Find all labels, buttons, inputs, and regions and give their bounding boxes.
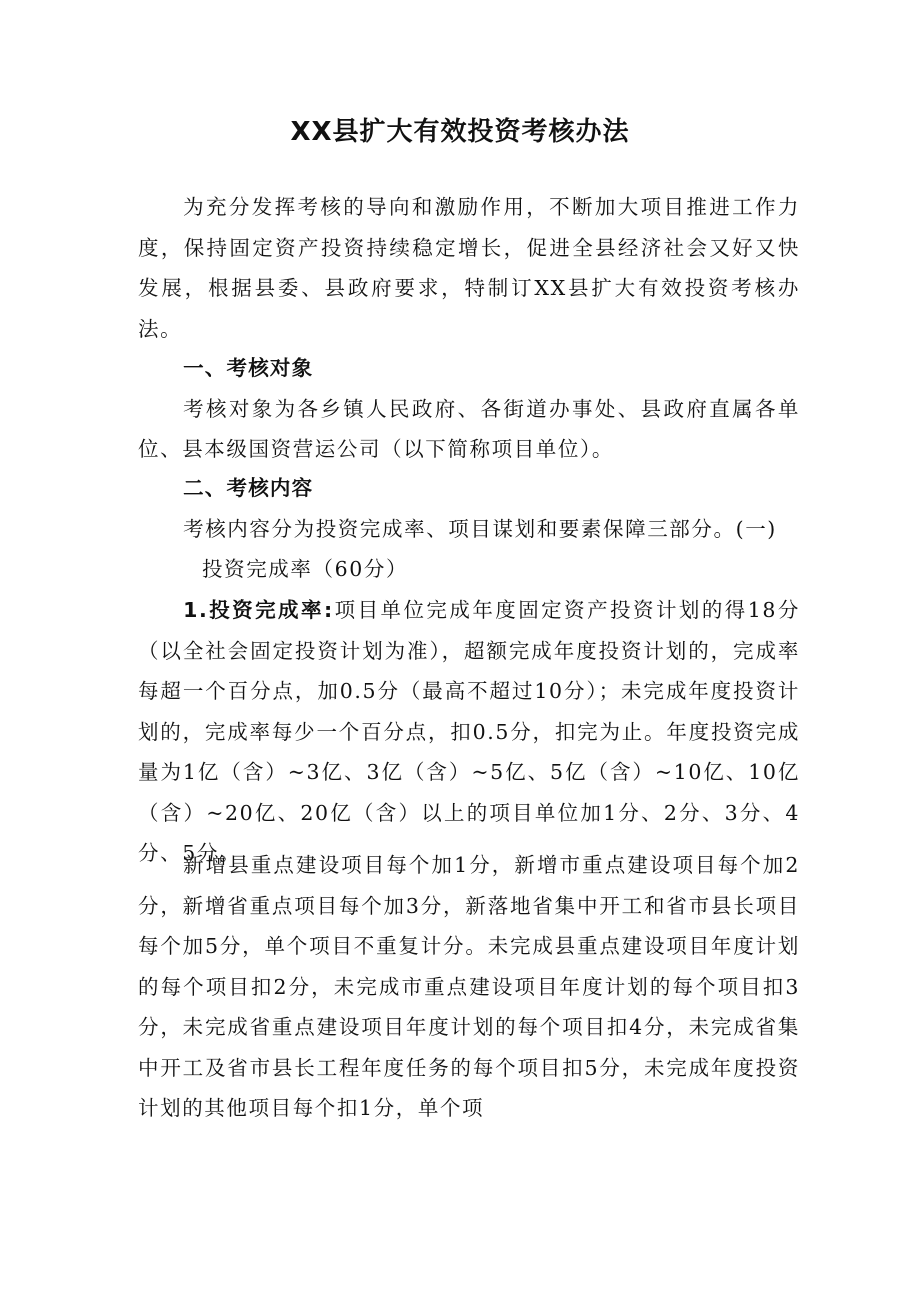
section-2-block [138, 468, 800, 590]
section-1-heading: 一、考核对象 [183, 356, 314, 380]
intro-paragraph: 为充分发挥考核的导向和激励作用，不断加大项目推进工作力度，保持固定资产投资持续稳定增长，促进全县经济社会又好又快发展，根据县委、县政府要求，特制订XX县扩大有效投资考核办法。 [138, 195, 800, 341]
document-title: XX县扩大有效投资考核办法 [290, 117, 630, 147]
item-1-label: 1.投资完成率: [183, 598, 334, 622]
item-1-paragraph [138, 590, 800, 874]
section-2-paragraph: 考核内容分为投资完成率、项目谋划和要素保障三部分。(一) [183, 516, 777, 541]
section-2-heading: 二、考核内容 [183, 476, 314, 500]
section-2-subheading: 投资完成率（60分） [202, 557, 409, 581]
new-projects-paragraph: 新增县重点建设项目每个加1分，新增市重点建设项目每个加2分，新增省重点项目每个加3分，新落地省集中开工和省市县长项目每个加5分，单个项目不重复计分。未完成县重点建设项目年度计划的每个项目扣2分，未完成市重点建设项目年度计划的每个项目扣3分，未完成省重点建设项目年度计划的每个项目扣4分，未完成省集中开工及省市县长工程年度任务的每个项目扣5分，未完成年度投资计划的其他项目每个扣1分，单个项 [138, 853, 800, 1120]
section-1-paragraph: 考核对象为各乡镇人民政府、各街道办事处、县政府直属各单位、县本级国资营运公司（以下简称项目单位）。 [138, 396, 800, 461]
item-1-text: 项目单位完成年度固定资产投资计划的得18分（以全社会固定投资计划为准），超额完成年度投资计划的，完成率每超一个百分点，加0.5分（最高不超过10分）；未完成年度投资计划的，完成率每少一个百分点，扣0.5分，扣完为止。年度投资完成量为1亿（含）~3亿、3亿（含）~5亿、5亿（含）~10亿、10亿（含）~20亿、20亿（含）以上的项目单位加1分、2分、3分、4分、5分。 [138, 598, 800, 865]
new-projects-block [138, 845, 800, 1129]
intro-block [138, 187, 800, 349]
section-1-block [138, 348, 800, 470]
item-1-block [138, 590, 800, 874]
